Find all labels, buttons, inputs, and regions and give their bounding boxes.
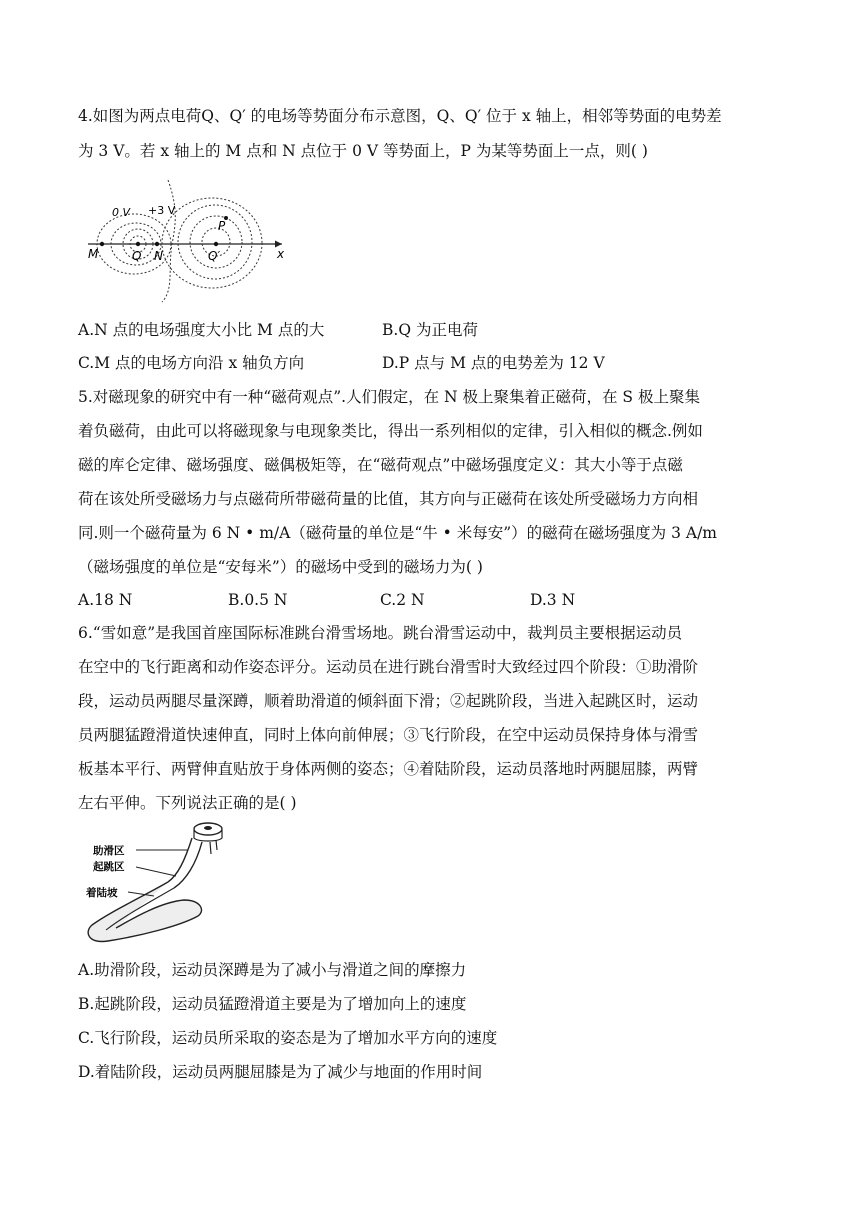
label-x: x [277,247,285,261]
q5-stem-line-3: 磁的库仑定律、磁场强度、磁偶极矩等，在“磁荷观点”中磁场强度定义：其大小等于点磁 [78,456,683,474]
point-m [100,242,104,246]
point-n [155,242,159,246]
q5-stem-line-5: 同.则一个磁荷量为 6 N • m/A（磁荷量的单位是“牛 • 米每安”）的磁荷在磁场强度为 3 A/m [78,524,717,542]
q5-option-c: C.2 N [380,591,425,609]
q6-stem-line-3: 段，运动员两腿尽量深蹲，顺着助滑道的倾斜面下滑；②起跳阶段，当进入起跳区时，运动 [78,692,699,710]
q6-stem-line-6: 左右平伸。下列说法正确的是( ) [78,794,297,812]
q4-option-c: C.M 点的电场方向沿 x 轴负方向 [78,354,305,372]
label-zhuolu: 着陆坡 [86,887,118,899]
label-q: Q [132,249,142,263]
q5-option-d: D.3 N [530,591,576,609]
equipotential-figure [82,178,292,306]
charge-q [136,242,140,246]
label-qitiao: 起跳区 [93,861,125,873]
q6-stem-line-2: 在空中的飞行距离和动作姿态评分。运动员在进行跳台滑雪时大致经过四个阶段：①助滑阶 [78,658,699,676]
q5-stem-line-6: （磁场强度的单位是“安每米”）的磁场中受到的磁场力为( ) [78,558,483,576]
label-zhuhua: 助滑区 [93,845,125,857]
inrun-ramp [168,838,202,888]
q4-option-a: A.N 点的电场强度大小比 M 点的大 [78,321,325,339]
q5-option-b: B.0.5 N [228,591,288,609]
equipotential-plus3 [162,180,175,302]
q4-stem-line-1: 4.如图为两点电荷Q、Q′ 的电场等势面分布示意图，Q、Q′ 位于 x 轴上，相邻等势面的电势差 [78,107,722,125]
q4-option-d: D.P 点与 M 点的电势差为 12 V [382,354,605,372]
q6-stem-line-1: 6.“雪如意”是我国首座国际标准跳台滑雪场地。跳台滑雪运动中，裁判员主要根据运动员 [78,624,683,642]
q6-option-b: B.起跳阶段，运动员猛蹬滑道主要是为了增加向上的速度 [78,995,467,1013]
q6-stem-line-5: 板基本平行、两臂伸直贴放于身体两侧的姿态；④着陆阶段，运动员落地时两腿屈膝，两臂 [78,760,699,778]
label-p: P [218,219,226,233]
tower-legs [210,840,217,854]
q4-option-b: B.Q 为正电荷 [382,321,478,339]
q6-stem-line-4: 员两腿猛蹬滑道快速伸直，同时上体向前伸展；③飞行阶段，在空中运动员保持身体与滑雪 [78,726,699,744]
q6-option-d: D.着陆阶段，运动员两腿屈膝是为了减少与地面的作用时间 [78,1063,483,1081]
q5-option-a: A.18 N [78,591,133,609]
q6-option-a: A.助滑阶段，运动员深蹲是为了减小与滑道之间的摩擦力 [78,961,467,979]
ski-jump-figure [80,820,260,950]
q5-stem-line-1: 5.对磁现象的研究中有一种“磁荷观点”.人们假定，在 N 极上聚集着正磁荷，在 S 极上聚集 [78,388,700,406]
q5-stem-line-4: 荷在该处所受磁场力与点磁荷所带磁荷量的比值，其方向与正磁荷在该处所受磁场力方向相 [78,490,699,508]
q4-stem-line-2: 为 3 V。若 x 轴上的 M 点和 N 点位于 0 V 等势面上，P 为某等势面上一点，则( ) [78,142,648,160]
label-n: N [154,249,163,263]
q6-option-c: C.飞行阶段，运动员所采取的姿态是为了增加水平方向的速度 [78,1029,498,1047]
leader-qitiao [136,867,176,876]
charge-q-prime [214,242,218,246]
q5-stem-line-2: 着负磁荷，由此可以将磁现象与电现象类比，得出一系列相似的定律，引入相似的概念.例如 [78,422,703,440]
tower-top-center [204,826,212,830]
label-q-prime: Q′ [208,249,221,263]
label-m: M [88,247,99,261]
qp-equipotential-4 [162,198,262,288]
label-plus3v: +3 V [148,204,176,217]
label-0v: 0 V [112,206,131,219]
